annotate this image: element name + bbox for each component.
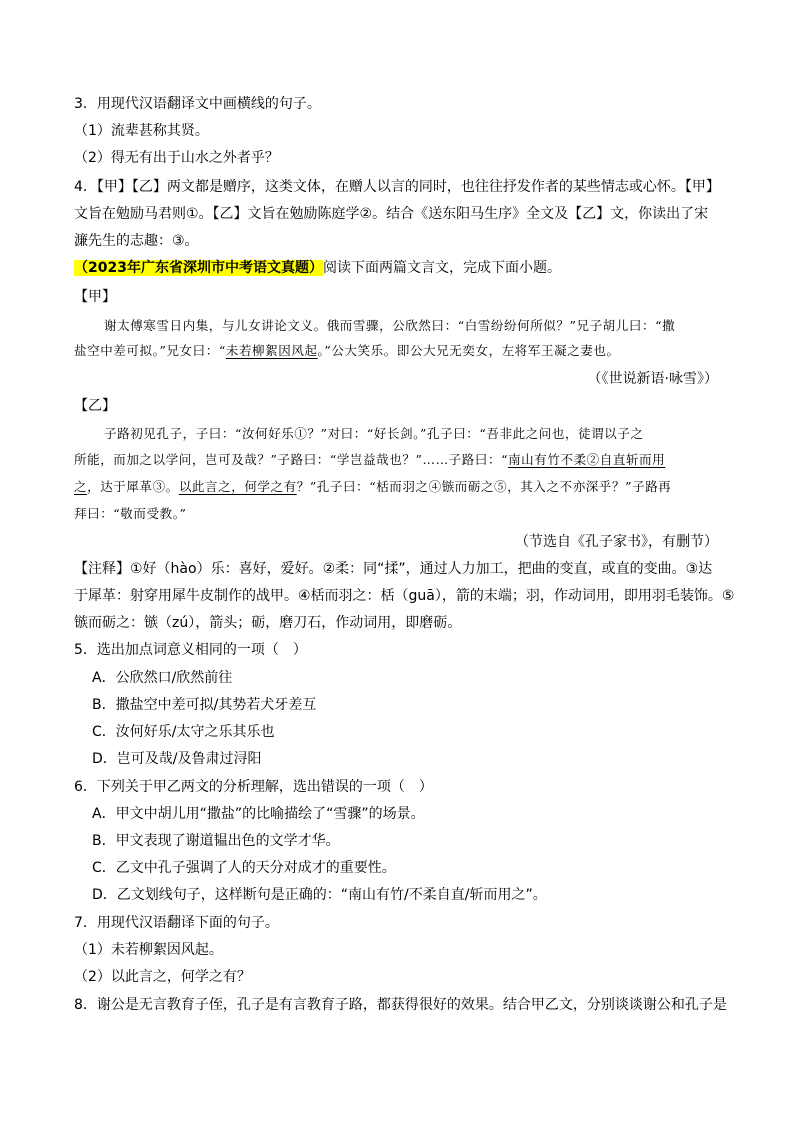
q7-sentence-2: （2）以此言之，何学之有？ xyxy=(74,969,251,985)
yi-underlined-sentence-a: 南山有竹不柔②自直斩而用 xyxy=(508,452,666,467)
q7-sentence-1: （1）未若柳絮因风起。 xyxy=(74,942,223,958)
yi-paragraph-3: 之，达于犀革③。以此言之，何学之有？”孔子曰：“栝而羽之④镞而砺之⑤，其入之不亦深乎？”子路再 xyxy=(74,479,672,494)
jia-underlined-sentence: 未若柳絮因风起 xyxy=(225,343,318,358)
q6-option-d: D．乙文划线句子，这样断句是正确的：“南山有竹/不柔自直/斩而用之”。 xyxy=(92,887,547,903)
yi-paragraph-4: 拜曰：“敬而受教。” xyxy=(74,506,187,521)
yi-paragraph-2: 所能，而加之以学问，岂可及哉？”子路曰：“学岂益哉也？”……子路曰：“南山有竹不柔②自直斩而用 xyxy=(74,452,666,467)
jia-paragraph-2: 盐空中差可拟。”兄女曰：“未若柳絮因风起。”公大笑乐。即公大兄无奕女，左将军王凝之妻也。 xyxy=(74,343,620,358)
q5-option-d: D．岂可及哉/及鲁肃过浔阳 xyxy=(92,751,262,767)
q3-title: 3．用现代汉语翻译文中画横线的句子。 xyxy=(74,96,321,112)
q8-line-1: 8．谢公是无言教育子侄，孔子是有言教育子路，都获得很好的效果。结合甲乙文，分别谈谈谢公和孔子是 xyxy=(74,997,727,1013)
notes-line-2: 于犀革：射穿用犀牛皮制作的战甲。④栝而羽之：栝（guā），箭的末端；羽，作动词用，即用羽毛装饰。⑤ xyxy=(74,588,735,604)
yi-citation: （节选自《孔子家书》，有删节） xyxy=(515,534,718,550)
notes-line-3: 镞而砺之：镞（zú），箭头；砺，磨刀石，作动词用，即磨砺。 xyxy=(74,615,462,631)
q6-option-a: A．甲文中胡儿用“撒盐”的比喻描绘了“雪骤”的场景。 xyxy=(92,806,425,822)
q5-option-c: C．汝何好乐/太守之乐其乐也 xyxy=(92,724,275,740)
yi-label: 【乙】 xyxy=(74,398,116,414)
notes-line-1: 【注释】①好（hào）乐：喜好，爱好。②柔：同“揉”，通过人力加工，把曲的变直，或直的变曲。③达 xyxy=(74,561,713,577)
q4-line-3: 濂先生的志趣：③。 xyxy=(74,233,199,249)
q3-sentence-1: （1）流辈甚称其贤。 xyxy=(74,123,209,139)
jia-paragraph-1: 谢太傅寒雪日内集，与儿女讲论文义。俄而雪骤，公欣然曰：“白雪纷纷何所似？”兄子胡儿曰：“撒 xyxy=(104,318,676,333)
q6-option-b: B．甲文表现了谢道韫出色的文学才华。 xyxy=(92,833,340,849)
q5-option-b: B．撒盐空中差可拟/其势若犬牙差互 xyxy=(92,697,317,713)
q6-option-c: C．乙文中孔子强调了人的天分对成才的重要性。 xyxy=(92,860,396,876)
source-line xyxy=(74,258,724,278)
source-instruction: 阅读下面两篇文言文，完成下面小题。 xyxy=(322,260,561,276)
q7-title: 7．用现代汉语翻译下面的句子。 xyxy=(74,915,279,931)
q6-title: 6．下列关于甲乙两文的分析理解，选出错误的一项（ ） xyxy=(74,779,433,795)
q5-title: 5．选出加点词意义相同的一项（ ） xyxy=(74,642,307,658)
jia-label: 【甲】 xyxy=(74,289,116,305)
source-tag: （2023年广东省深圳市中考语文真题） xyxy=(74,260,323,276)
jia-citation: （《世说新语·咏雪》） xyxy=(587,371,718,387)
q4-line-2: 文旨在勉励马君则①。【乙】文旨在勉励陈庭学②。结合《送东阳马生序》全文及【乙】文，你读出了宋 xyxy=(74,206,709,222)
q5-option-a: A．公欣然口/欣然前往 xyxy=(92,670,233,686)
yi-paragraph-1: 子路初见孔子，子曰：“汝何好乐①？”对曰：“好长剑。”孔子曰：“吾非此之问也，徒谓以子之 xyxy=(104,426,644,441)
q4-line-1: 4．【甲】【乙】两文都是赠序，这类文体，在赠人以言的同时，也往往抒发作者的某些情志或心怀。【甲】 xyxy=(74,179,720,195)
q3-sentence-2: （2）得无有出于山水之外者乎？ xyxy=(74,150,279,166)
yi-underlined-sentence-b: 以此言之，何学之有 xyxy=(178,479,297,494)
